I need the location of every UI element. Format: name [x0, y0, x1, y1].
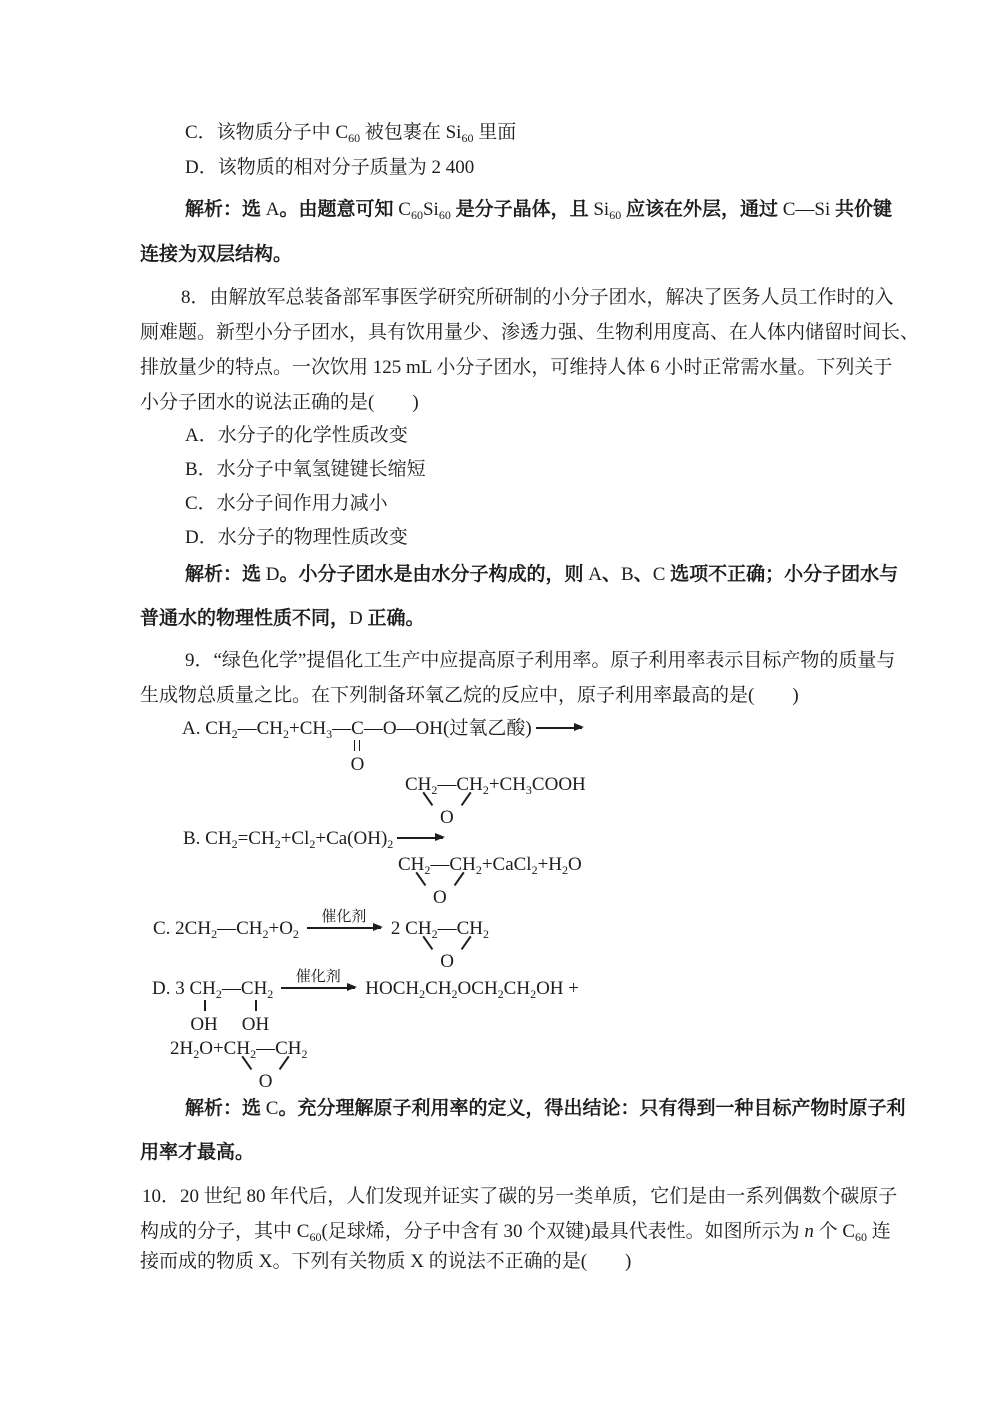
epoxide-ring — [405, 916, 489, 972]
single-bond-line — [204, 1000, 206, 1011]
q9-equation-a-products — [405, 772, 586, 828]
q8-option-a: A．水分子的化学性质改变 — [185, 425, 408, 446]
product-coefficient: 2 — [390, 918, 406, 939]
q8-option-b: B．水分子中氧氢键键长缩短 — [185, 459, 426, 480]
formula-fragment: —O—OH(过氧乙酸) — [363, 718, 532, 739]
q9-stem-line-1: 9．“绿色化学”提倡化工生产中应提高原子利用率。原子利用率表示目标产物的质量与 — [185, 650, 896, 671]
q9-equation-a-reactants — [182, 716, 584, 775]
hydroxyl-group: OH — [190, 1014, 218, 1035]
q10-stem-line-3: 接而成的物质 X。下列有关物质 X 的说法不正确的是( ) — [140, 1251, 632, 1272]
formula-fragment: A. $CH_2—CH_2+CH_3—$ — [182, 718, 352, 741]
q8-analysis-line-1: 解析：选 D。小分子团水是由水分子构成的，则 A、B、C 选项不正确；小分子团水与 — [185, 564, 899, 585]
ring-oxygen: O — [440, 951, 454, 972]
carbonyl-carbon: C — [351, 718, 364, 739]
q9-analysis-line-1: 解析：选 C。充分理解原子利用率的定义，得出结论：只有得到一种目标产物时原子利 — [185, 1098, 906, 1119]
formula-fragment: B. $CH_2=CH_2+Cl_2+Ca(OH)_2$ — [183, 828, 394, 851]
single-bond-line — [255, 1000, 257, 1011]
q9-analysis-line-2: 用率才最高。 — [140, 1142, 255, 1163]
catalyst-arrow — [281, 969, 355, 989]
q8-stem-line-2: 厕难题。新型小分子团水，具有饮用量少、渗透力强、生物利用度高、在人体内储留时间长、 — [140, 322, 920, 343]
formula-fragment: $+CaCl_2+H_2O$ — [481, 854, 582, 877]
formula-fragment: $CH_2$ — [240, 978, 274, 1001]
q9-equation-d-line-1 — [152, 969, 579, 1035]
catalyst-arrow — [307, 909, 381, 929]
q10-stem-line-1: 10．20 世纪 80 年代后，人们发现并证实了碳的另一类单质，它们是由一系列偶数个碳原子 — [142, 1186, 898, 1207]
q8-stem-line-1: 8．由解放军总装备部军事医学研究所研制的小分子团水，解决了医务人员工作时的入 — [181, 287, 894, 308]
q10-stem-line-2: 构成的分子，其中 $C_{60}$(足球烯，分子中含有 30 个双键)最具代表性。如图所示为 n 个 $C_{60}$ 连 — [140, 1221, 891, 1244]
formula-fragment: D. 3 — [152, 978, 190, 999]
hydroxyl-group: OH — [241, 1014, 270, 1035]
q8-stem-line-3: 排放量少的特点。一次饮用 125 mL 小分子团水，可维持人体 6 小时正常需水量。下列关于 — [140, 357, 893, 378]
formula-fragment: $CH_2$ — [189, 978, 222, 1001]
catalyst-label: 催化剂 — [295, 969, 341, 985]
formula-fragment: $HOCH_2CH_2OCH_2CH_2OH$ + — [365, 978, 579, 1001]
q9-equation-d-line-2 — [170, 1036, 308, 1092]
reaction-arrow — [536, 727, 582, 729]
catalyst-label: 催化剂 — [321, 909, 367, 925]
epoxide-ring — [223, 1036, 308, 1092]
q8-option-c: C．水分子间作用力减小 — [185, 493, 388, 514]
carbonyl-oxygen: O — [350, 754, 365, 775]
formula-fragment: C. $2CH_2—CH_2+O_2$ — [153, 918, 299, 941]
ring-oxygen: O — [440, 807, 454, 828]
formula-fragment: $CH_2—CH_2$ — [405, 774, 489, 797]
q7-analysis-line-1: 解析：选 A。由题意可知 $C_{60}Si_{60}$ 是分子晶体，且 $Si_{60}$ 应该在外层，通过 C—Si 共价键 — [185, 199, 892, 222]
q9-equation-b-products — [398, 852, 582, 908]
double-bond-line — [354, 740, 360, 751]
bond-dash: — — [221, 978, 241, 999]
q9-equation-b-reactants — [183, 826, 445, 852]
q7-option-c: C．该物质分子中 $C_{60}$ 被包裹在 $Si_{60}$ 里面 — [185, 122, 517, 145]
epoxide-ring — [398, 852, 482, 908]
ring-oxygen: O — [433, 887, 447, 908]
glycol-carbon-group — [240, 976, 274, 1035]
q7-analysis-line-2: 连接为双层结构。 — [140, 244, 293, 265]
q8-stem-line-4: 小分子团水的说法正确的是( ) — [140, 392, 419, 413]
formula-fragment: $CH_2—CH_2$ — [405, 918, 489, 941]
q8-option-d: D．水分子的物理性质改变 — [185, 527, 408, 548]
q8-analysis-line-2: 普通水的物理性质不同，D 正确。 — [140, 608, 425, 629]
formula-fragment: $CH_2—CH_2$ — [223, 1038, 308, 1061]
epoxide-ring — [405, 772, 489, 828]
glycol-carbon-group — [189, 976, 222, 1035]
formula-fragment: $+CH_3COOH$ — [488, 774, 586, 797]
q9-equation-c — [153, 909, 489, 972]
formula-fragment: $2H_2O+$ — [170, 1038, 224, 1061]
reaction-arrow — [397, 837, 443, 839]
q9-stem-line-2: 生成物总质量之比。在下列制备环氧乙烷的反应中，原子利用率最高的是( ) — [140, 685, 799, 706]
carbonyl-group — [350, 716, 365, 775]
ring-oxygen: O — [258, 1071, 273, 1092]
formula-fragment: $CH_2—CH_2$ — [398, 854, 482, 877]
q7-option-d: D．该物质的相对分子质量为 2 400 — [185, 157, 475, 178]
